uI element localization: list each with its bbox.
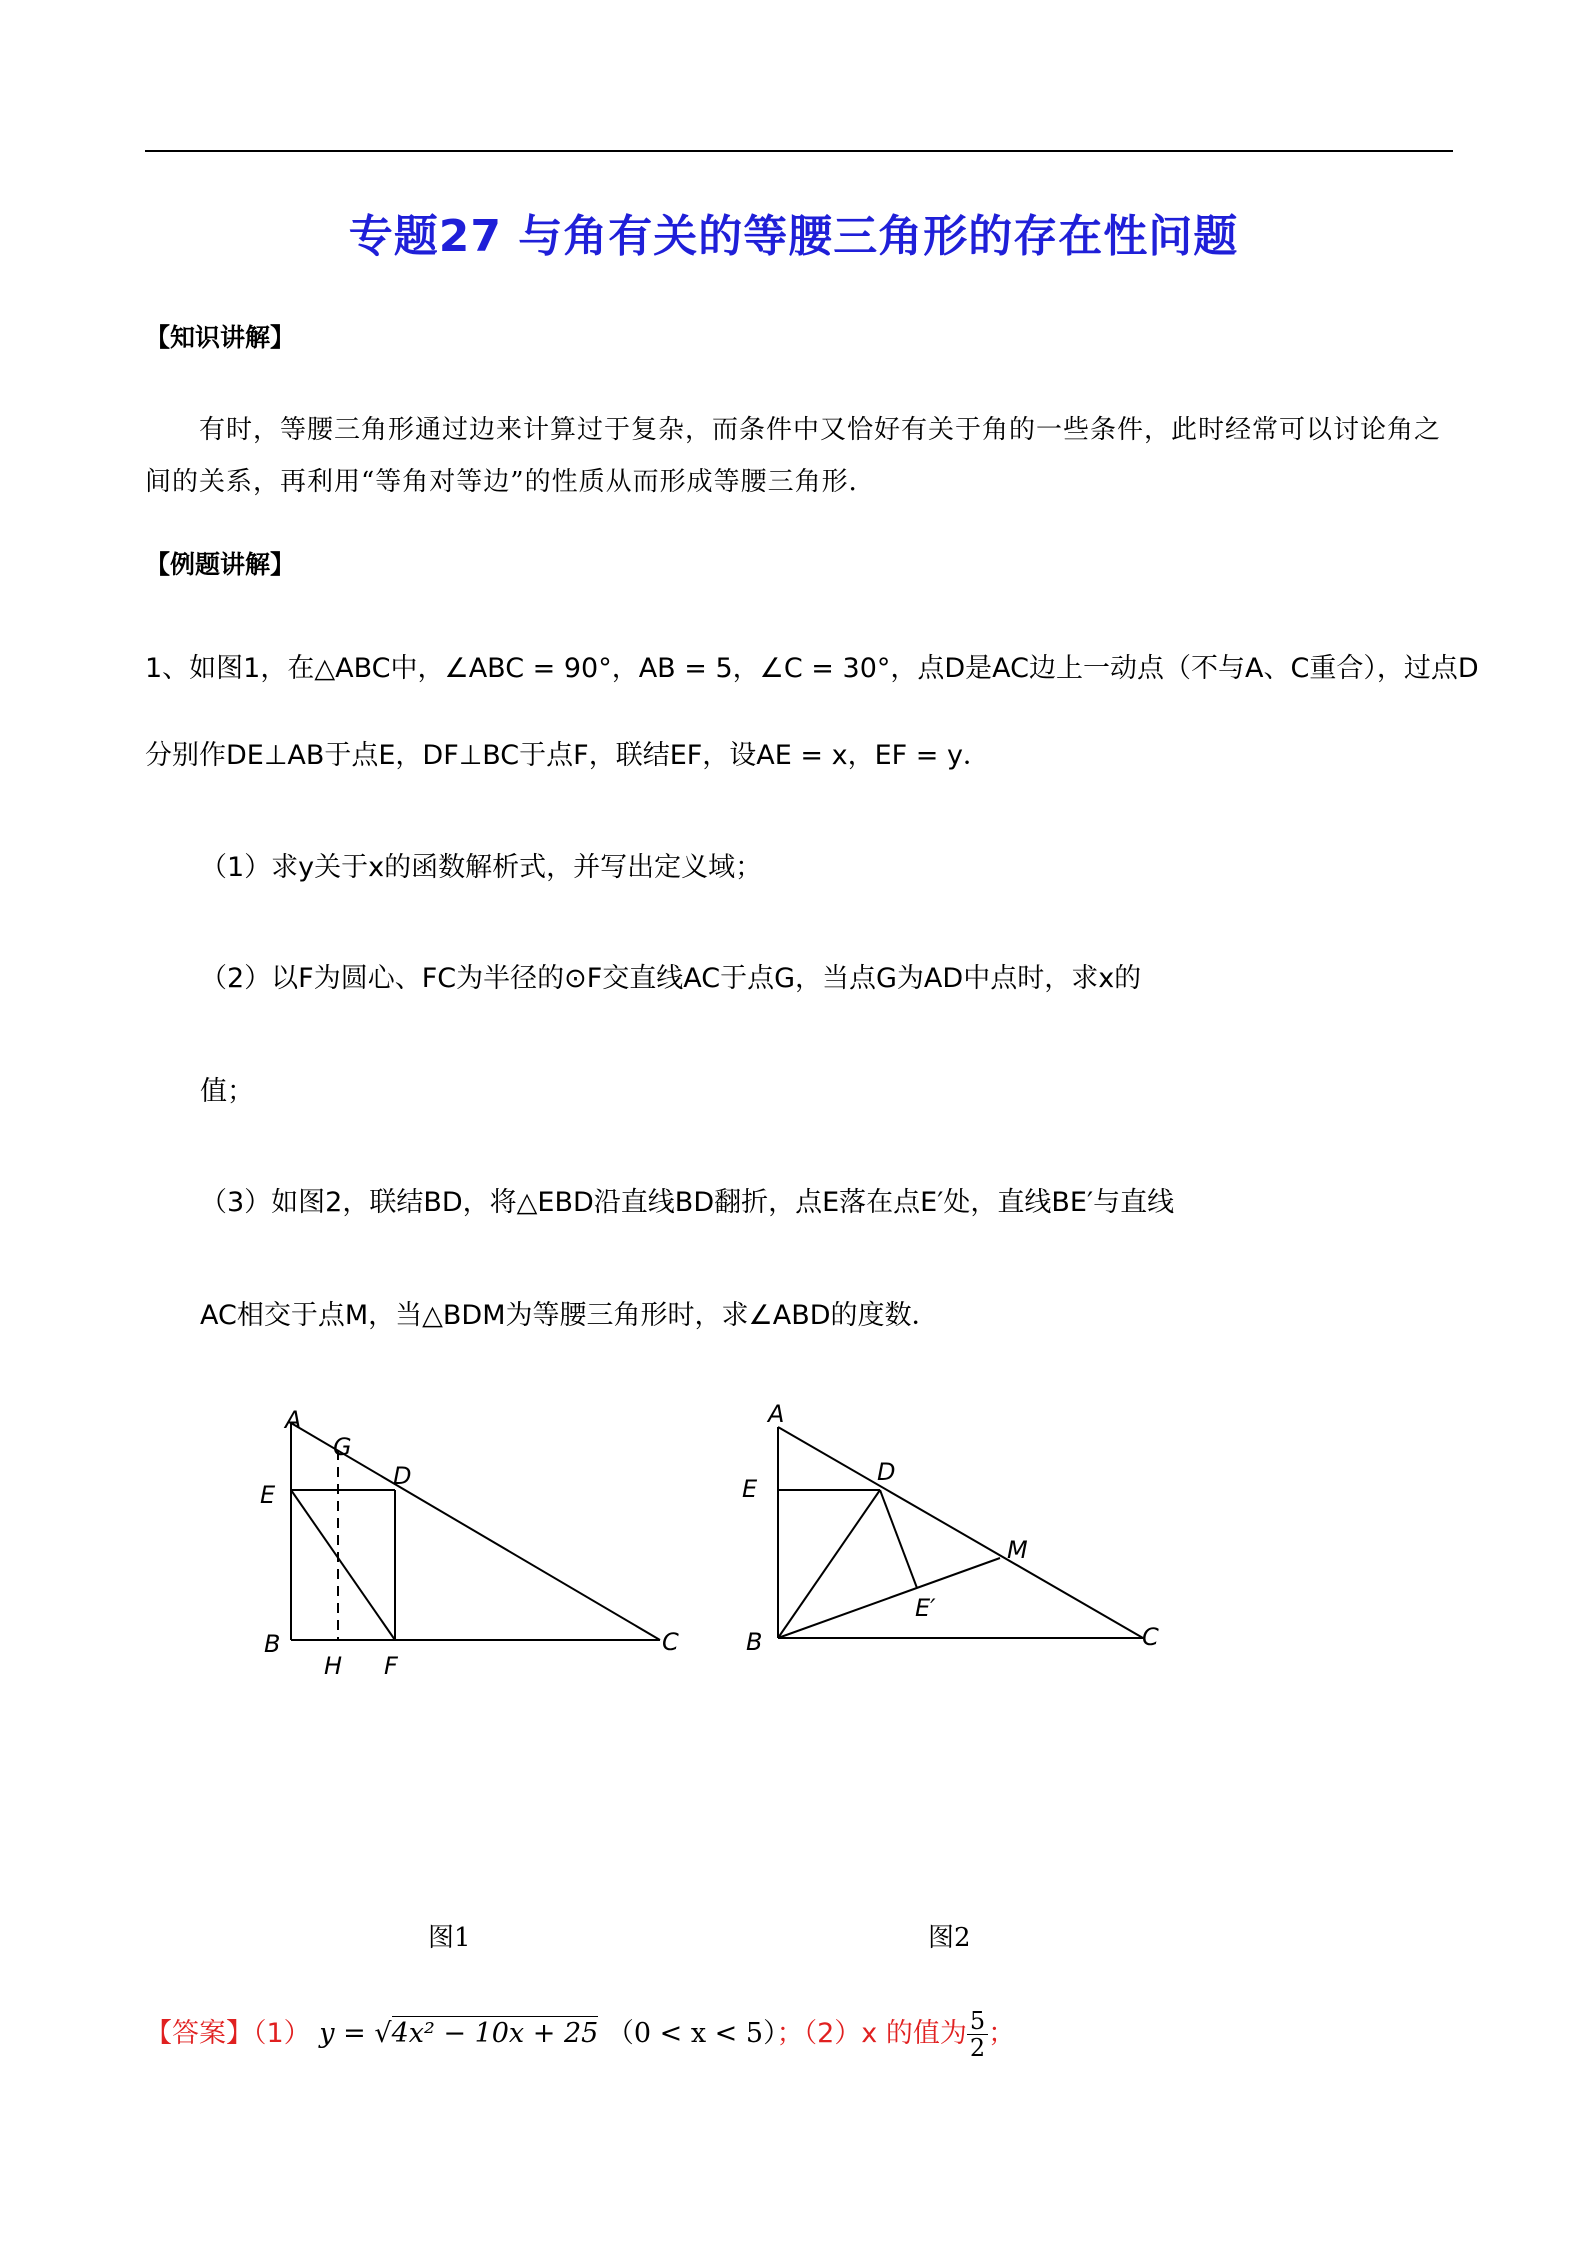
answer-part-1: （1） [253, 2018, 311, 2049]
figure-2-caption: 图2 [928, 1923, 971, 1953]
question-2-b: 值； [200, 1076, 254, 1107]
section-knowledge: 【知识讲解】 [145, 323, 296, 352]
fig1-label-B: B [264, 1630, 281, 1658]
question-1: （1）求y关于x的函数解析式，并写出定义域； [200, 852, 763, 883]
fig1-label-E: E [260, 1481, 276, 1509]
page-title: 专题27 与角有关的等腰三角形的存在性问题 [348, 211, 1239, 262]
question-3-a: （3）如图2，联结BD，将△EBD沿直线BD翻折，点E落在点E′处，直线BE′与直线 [200, 1187, 1175, 1218]
question-3-b: AC相交于点M，当△BDM为等腰三角形时，求∠ABD的度数． [200, 1300, 939, 1331]
problem-line-1: 1、如图1，在△ABC中，∠ABC = 90°，AB = 5，∠C = 30°，点D是AC边上一动点（不与A、C重合），过点D [145, 653, 1479, 684]
answer-part-2-text: x 的值为 [861, 2018, 967, 2049]
fig1-label-G: G [333, 1433, 352, 1461]
fig2-label-Eprime: E′ [915, 1594, 936, 1622]
fig1-label-H: H [324, 1652, 343, 1680]
fig2-label-B: B [746, 1628, 763, 1656]
section-examples: 【例题讲解】 [145, 550, 296, 579]
answer-formula-lhs: y = [319, 2018, 366, 2049]
fig1-label-D: D [393, 1462, 412, 1490]
knowledge-paragraph: 有时，等腰三角形通过边来计算过于复杂，而条件中又恰好有关于角的一些条件，此时经常可以讨论角之间的关系，再利用“等角对等边”的性质从而形成等腰三角形． [145, 415, 1442, 497]
fraction-numerator: 5 [967, 2008, 988, 2035]
answer-line [145, 2008, 1015, 2061]
fig1-label-A: A [285, 1406, 302, 1434]
fig2-label-D: D [877, 1458, 896, 1486]
answer-fraction [967, 2008, 988, 2061]
fig1-label-C: C [662, 1628, 679, 1656]
sqrt-icon: √ [374, 2018, 392, 2049]
answer-formula-sqrt: 4x² − 10x + 25 [391, 2018, 599, 2049]
fig2-label-M: M [1007, 1536, 1028, 1564]
fig1-label-F: F [384, 1652, 398, 1680]
question-2-a: （2）以F为圆心、FC为半径的⊙F交直线AC于点G，当点G为AD中点时，求x的 [200, 963, 1142, 994]
fig2-label-A: A [768, 1400, 785, 1428]
figure-2 [778, 1427, 1143, 1638]
fig2-label-C: C [1142, 1623, 1159, 1651]
figure-1-caption: 图1 [428, 1923, 471, 1953]
fig2-label-E: E [742, 1475, 758, 1503]
problem-line-2: 分别作DE⊥AB于点E，DF⊥BC于点F，联结EF，设AE = x，EF = y． [145, 740, 990, 771]
answer-domain: （0 < x < 5） [606, 2018, 777, 2049]
answer-tag: 【答案】 [145, 2018, 253, 2049]
fraction-denominator: 2 [969, 2034, 986, 2062]
answer-separator: ；（2） [776, 2018, 862, 2049]
answer-end: ； [988, 2018, 1016, 2049]
